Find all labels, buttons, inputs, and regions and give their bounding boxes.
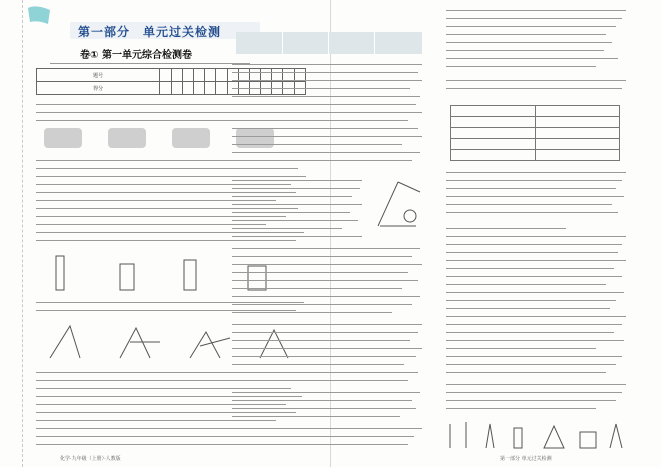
section-banner-text: 第一部分 单元过关检测 bbox=[78, 25, 222, 39]
header-strip bbox=[236, 32, 422, 54]
illustration-c bbox=[172, 128, 210, 148]
test-title: 卷① 第一单元综合检测卷 bbox=[80, 50, 192, 61]
right-footer: 第一部分 单元过关检测 bbox=[500, 456, 552, 462]
section-banner bbox=[70, 22, 260, 39]
illustration-b bbox=[108, 128, 146, 148]
score-row-label: 题号 bbox=[37, 69, 160, 82]
score-row-label-2: 得分 bbox=[37, 82, 160, 95]
comparison-table bbox=[450, 105, 620, 161]
left-footer: 化学·九年级（上册）·人教版 bbox=[60, 456, 121, 462]
meta-line bbox=[50, 63, 250, 64]
page-fold bbox=[330, 0, 331, 467]
binding-margin bbox=[2, 0, 23, 467]
right-apparatus-row bbox=[440, 418, 630, 450]
illustration-a bbox=[44, 128, 82, 148]
illustration-d bbox=[236, 128, 274, 148]
corner-tag-icon bbox=[26, 4, 72, 30]
